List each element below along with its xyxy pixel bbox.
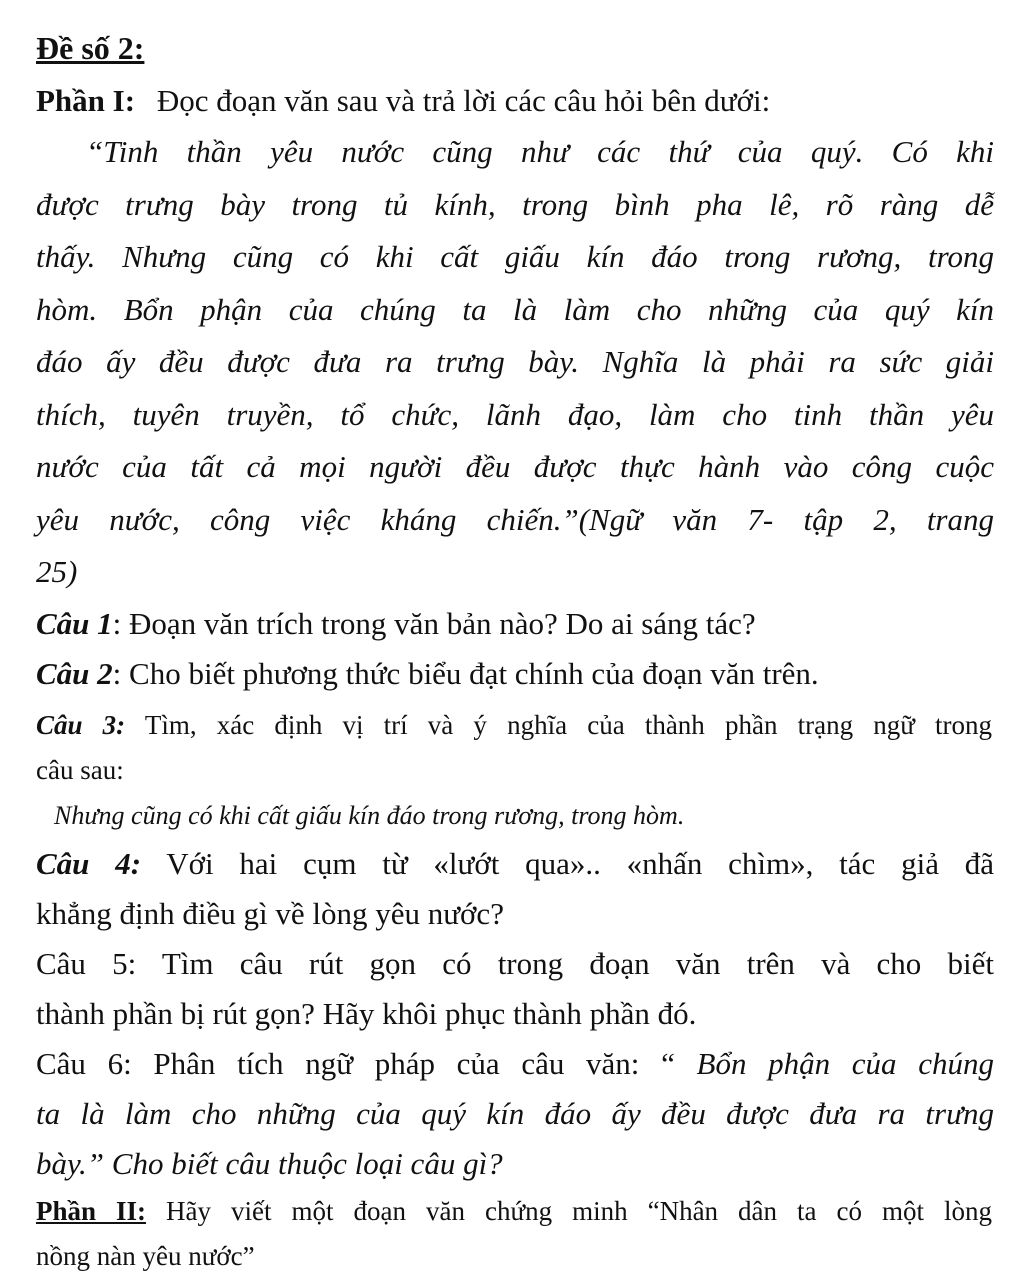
part1-label: Phần I: — [36, 83, 136, 118]
question-6 — [36, 1039, 1002, 1189]
part1-instruction: Đọc đoạn văn sau và trả lời các câu hỏi bên dưới: — [156, 83, 771, 118]
question-3-text: Tìm, xác định vị trí và ý nghĩa của thành phần trạng ngữ trong — [125, 709, 992, 740]
passage-line: yêu nước, công việc kháng chiến.”(Ngữ văn 7- tập 2, trang — [36, 501, 994, 537]
part2-label: Phần II: — [36, 1195, 147, 1226]
question-1-label: Câu 1 — [36, 605, 113, 641]
question-4 — [36, 839, 1002, 939]
question-1 — [36, 599, 1002, 649]
question-2-label: Câu 2 — [36, 655, 113, 691]
question-1-text: : Đoạn văn trích trong văn bản nào? Do ai sáng tác? — [112, 605, 756, 641]
question-3 — [36, 703, 1002, 839]
passage-line: 25) — [36, 554, 78, 589]
passage-line: thấy. Nhưng cũng có khi cất giấu kín đáo trong rương, trong — [36, 239, 994, 274]
part1-instruction-line — [36, 76, 1002, 126]
question-3-line-1 — [36, 703, 1002, 748]
part2-text: Hãy viết một đoạn văn chứng minh “Nhân dân ta có một lòng — [146, 1195, 993, 1226]
passage — [36, 126, 1002, 599]
exam-heading: Đề số 2: — [36, 30, 145, 66]
passage-line: thích, tuyên truyền, tổ chức, lãnh đạo, làm cho tinh thần yêu — [36, 396, 994, 432]
question-4-text: Với hai cụm từ «lướt qua».. «nhấn chìm», tác giả đã — [141, 845, 994, 881]
question-3-sentence: Nhưng cũng có khi cất giấu kín đáo trong rương, trong hòm. — [54, 800, 685, 830]
question-6-line-2: ta là làm cho những của quý kín đáo ấy đều được đưa ra trưng — [36, 1095, 994, 1131]
question-4-line-1 — [36, 839, 1002, 889]
question-4-line-2: khẳng định điều gì về lòng yêu nước? — [36, 895, 504, 931]
question-3-line-2: câu sau: — [36, 754, 124, 785]
question-6-line-1 — [36, 1039, 1002, 1089]
question-6-line-3: bày.” Cho biết câu thuộc loại câu gì? — [36, 1145, 503, 1181]
passage-line: nước của tất cả mọi người đều được thực hành vào công cuộc — [36, 449, 994, 484]
question-5-line-1: Câu 5: Tìm câu rút gọn có trong đoạn văn trên và cho biết — [36, 945, 994, 981]
part2 — [36, 1189, 1002, 1279]
question-2-text: : Cho biết phương thức biểu đạt chính của đoạn văn trên. — [112, 655, 819, 691]
question-5-line-2: thành phần bị rút gọn? Hãy khôi phục thành phần đó. — [36, 995, 697, 1031]
question-6-quoted-start: Bổn phận của chúng — [696, 1045, 994, 1081]
question-6-lead: Câu 6: Phân tích ngữ pháp của câu văn: “ — [36, 1045, 697, 1081]
part2-line-1 — [36, 1189, 1002, 1234]
passage-line: đáo ấy đều được đưa ra trưng bày. Nghĩa là phải ra sức giải — [36, 344, 994, 379]
part2-line-2: nồng nàn yêu nước” — [36, 1240, 255, 1271]
question-2 — [36, 649, 1002, 699]
passage-line: hòm. Bổn phận của chúng ta là làm cho những của quý kín — [36, 291, 994, 327]
question-5 — [36, 939, 1002, 1039]
passage-line: “Tinh thần yêu nước cũng như các thứ của quý. Có khi — [86, 134, 994, 169]
question-3-label: Câu 3: — [36, 709, 126, 740]
passage-line: được trưng bày trong tủ kính, trong bình pha lê, rõ ràng dễ — [36, 186, 994, 222]
question-4-label: Câu 4: — [36, 845, 142, 881]
